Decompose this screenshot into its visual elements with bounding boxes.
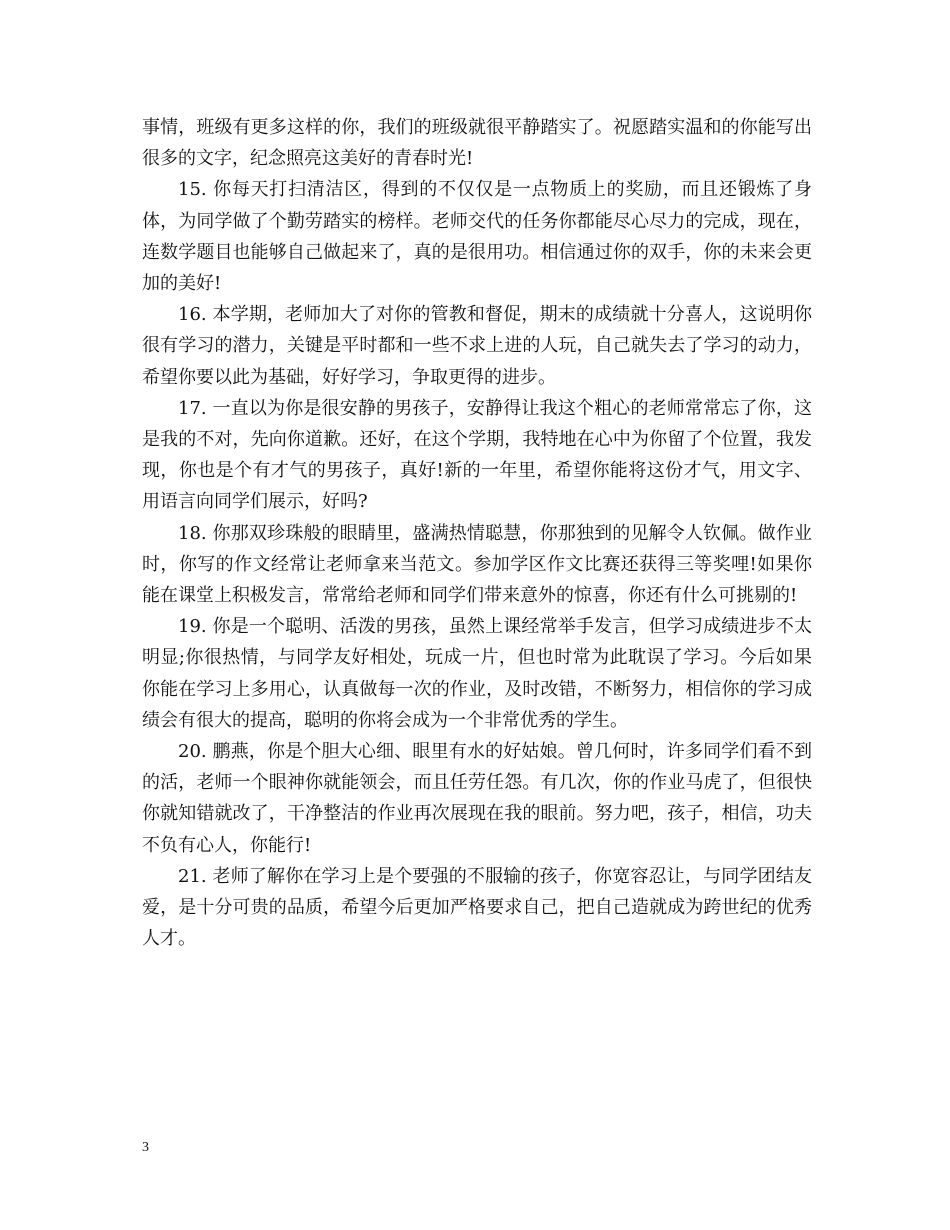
paragraph-item-21: 21. 老师了解你在学习上是个要强的不服输的孩子，你宽容忍让，与同学团结友爱，是十分可贵的品质，希望今后更加严格要求自己，把自己造就成为跨世纪的优秀人才。 — [142, 865, 812, 950]
paragraph-item-20: 20. 鹏燕，你是个胆大心细、眼里有水的好姑娘。曾几何时，许多同学们看不到的活，老师一个眼神你就能领会，而且任劳任怨。有几次，你的作业马虎了，但很快你就知错就改了，干净整洁的作业再次展现在我的眼前。努力吧，孩子，相信，功夫不负有心人，你能行! — [142, 741, 812, 856]
paragraph-item-17: 17. 一直以为你是很安静的男孩子，安静得让我这个粗心的老师常常忘了你，这是我的不对，先向你道歉。还好，在这个学期，我特地在心中为你留了个位置，我发现，你也是个有才气的男孩子，真好!新的一年里，希望你能将这份才气，用文字、用语言向同学们展示，好吗? — [142, 397, 812, 513]
document-body — [142, 112, 812, 954]
paragraph-item-19: 19. 你是一个聪明、活泼的男孩，虽然上课经常举手发言，但学习成绩进步不太明显;你很热情，与同学友好相处，玩成一片，但也时常为此耽误了学习。今后如果你能在学习上多用心，认真做每一次的作业，及时改错，不断努力，相信你的学习成绩会有很大的提高，聪明的你将会成为一个非常优秀的学生。 — [142, 616, 812, 731]
paragraph-item-15: 15. 你每天打扫清洁区，得到的不仅仅是一点物质上的奖励，而且还锻炼了身体，为同学做了个勤劳踏实的榜样。老师交代的任务你都能尽心尽力的完成，现在，连数学题目也能够自己做起来了，真的是很用功。相信通过你的双手，你的未来会更加的美好! — [142, 179, 812, 295]
paragraph-continued: 事情，班级有更多这样的你，我们的班级就很平静踏实了。祝愿踏实温和的你能写出很多的文字，纪念照亮这美好的青春时光! — [142, 117, 812, 170]
page-number: 3 — [142, 1140, 149, 1155]
paragraph-item-18: 18. 你那双珍珠般的眼睛里，盛满热情聪慧，你那独到的见解令人钦佩。做作业时，你写的作文经常让老师拿来当范文。参加学区作文比赛还获得三等奖哩!如果你能在课堂上积极发言，常常给老师和同学们带来意外的惊喜，你还有什么可挑剔的! — [142, 522, 812, 607]
paragraph-item-16: 16. 本学期，老师加大了对你的管教和督促，期末的成绩就十分喜人，这说明你很有学习的潜力，关键是平时都和一些不求上进的人玩，自己就失去了学习的动力，希望你要以此为基础，好好学习，争取更得的进步。 — [142, 304, 812, 388]
